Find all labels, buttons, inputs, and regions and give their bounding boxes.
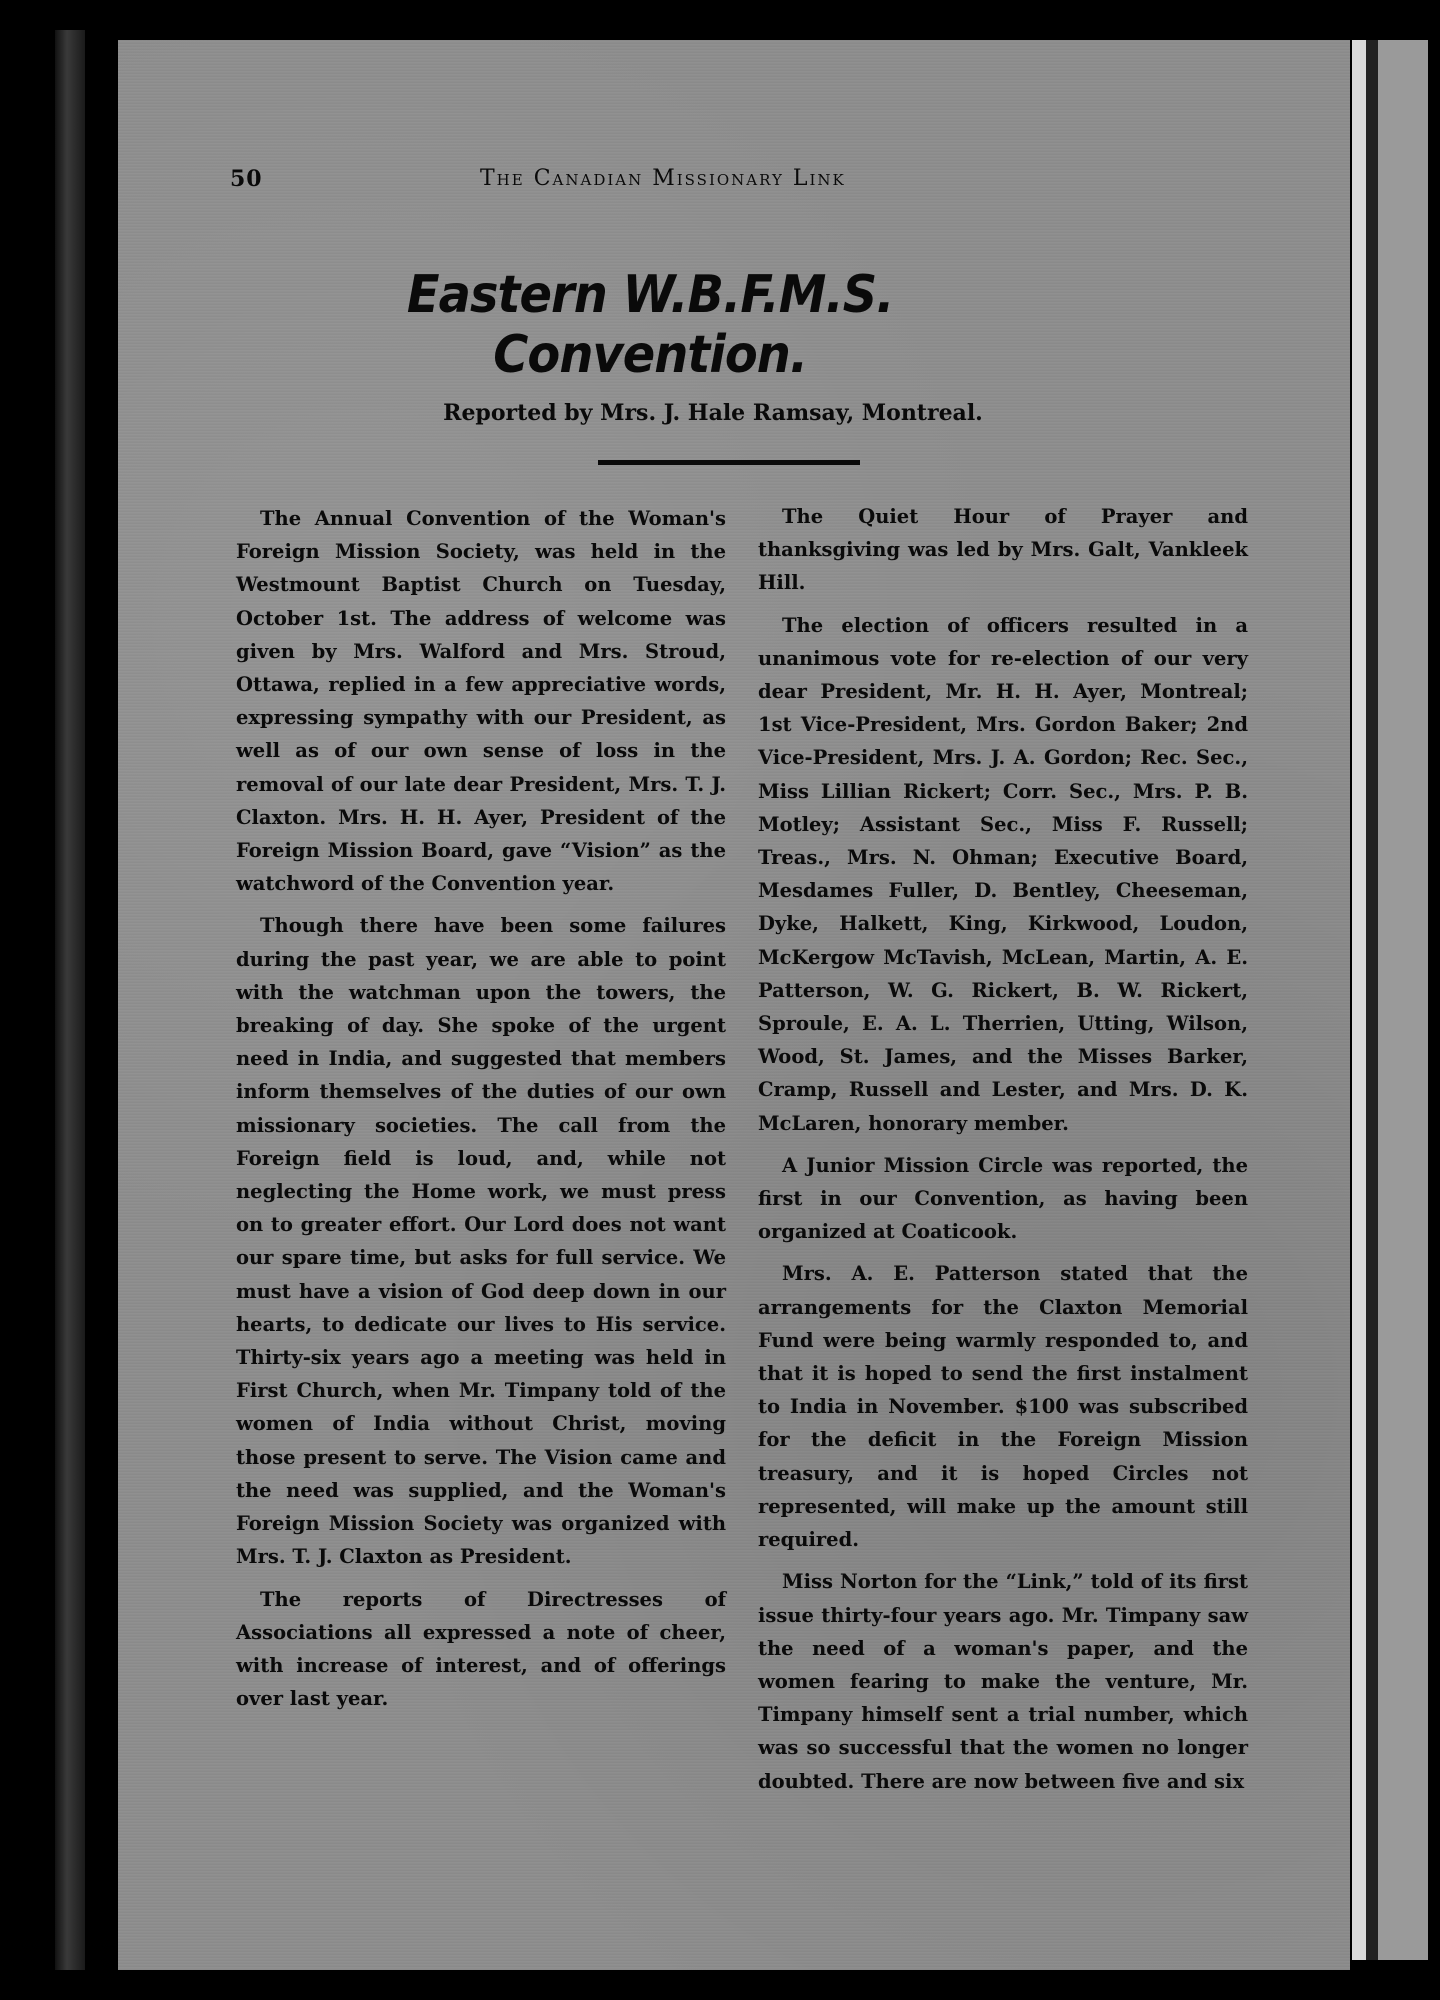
- headline-rule: [598, 460, 860, 465]
- left-column: [236, 502, 726, 1724]
- right-column: [758, 500, 1248, 1807]
- paragraph: A Junior Mission Circle was reported, the first in our Convention, as having been organized at Coaticook.: [758, 1153, 1248, 1244]
- binding-edge: [55, 30, 85, 1970]
- page-gutter-right: [1366, 40, 1378, 1960]
- paragraph: The Annual Convention of the Woman's Foreign Mission Society, was held in the Westmount Baptist Church on Tuesday, October 1st. The address of welcome was given by Mrs. Walford and Mrs. Stroud, Ottawa, replied in a few appreciative words, expressing sympathy with our President, as well as of our own sense of loss in the removal of our late dear President, Mrs. T. J. Claxton. Mrs. H. H. Ayer, President of the Foreign Mission Board, gave “Vision” as the watchword of the Convention year.: [236, 507, 726, 896]
- paragraph: Miss Norton for the “Link,” told of its first issue thirty-four years ago. Mr. Timpany saw the need of a woman's paper, and the women fearing to make the venture, Mr. Timpany himself sent a trial number, which was so successful that the women no longer doubted. There are now between five and six: [758, 1570, 1248, 1793]
- article-headline: Eastern W.B.F.M.S. Convention.: [406, 265, 894, 385]
- paragraph: Though there have been some failures during the past year, we are able to point with the watchman upon the towers, the breaking of day. She spoke of the urgent need in India, and suggested that members inform themselves of the duties of our own missionary societies. The call from the Foreign field is loud, and, while not neglecting the Home work, we must press on to greater effort. Our Lord does not want our spare time, but asks for full service. We must have a vision of God deep down in our hearts, to dedicate our lives to His service. Thirty-six years ago a meeting was held in First Church, when Mr. Timpany told of the women of India without Christ, moving those present to serve. The Vision came and the need was supplied, and the Woman's Foreign Mission Society was organized with Mrs. T. J. Claxton as President.: [236, 914, 726, 1569]
- paragraph: The election of officers resulted in a unanimous vote for re-election of our very dear President, Mr. H. H. Ayer, Montreal; 1st Vice-President, Mrs. Gordon Baker; 2nd Vice-President, Mrs. J. A. Gordon; Rec. Sec., Miss Lillian Rickert; Corr. Sec., Mrs. P. B. Motley; Assistant Sec., Miss F. Russell; Treas., Mrs. N. Ohman; Executive Board, Mesdames Fuller, D. Bentley, Cheeseman, Dyke, Halkett, King, Kirkwood, Loudon, McKergow McTavish, McLean, Martin, A. E. Patterson, W. G. Rickert, B. W. Rickert, Sproule, E. A. L. Therrien, Utting, Wilson, Wood, St. James, and the Misses Barker, Cramp, Russell and Lester, and Mrs. D. K. McLaren, honorary member.: [758, 613, 1248, 1135]
- page-edge-right: [1352, 40, 1366, 1960]
- paragraph: Mrs. A. E. Patterson stated that the arrangements for the Claxton Memorial Fund were being warmly responded to, and that it is hoped to send the first instalment to India in November. $100 was subscribed for the deficit in the Foreign Mission treasury, and it is hoped Circles not represented, will make up the amount still required.: [758, 1262, 1248, 1552]
- magazine-page: [118, 40, 1350, 1970]
- next-page-sliver: [1378, 40, 1428, 1960]
- article-byline: Reported by Mrs. J. Hale Ramsay, Montreal.: [443, 400, 983, 426]
- paragraph: The Quiet Hour of Prayer and thanksgiving was led by Mrs. Galt, Vankleek Hill.: [758, 505, 1248, 595]
- journal-title: The Canadian Missionary Link: [480, 166, 846, 191]
- page-number: 50: [230, 166, 263, 192]
- paragraph: The reports of Directresses of Associations all expressed a note of cheer, with increase of interest, and of offerings over last year.: [236, 1587, 726, 1711]
